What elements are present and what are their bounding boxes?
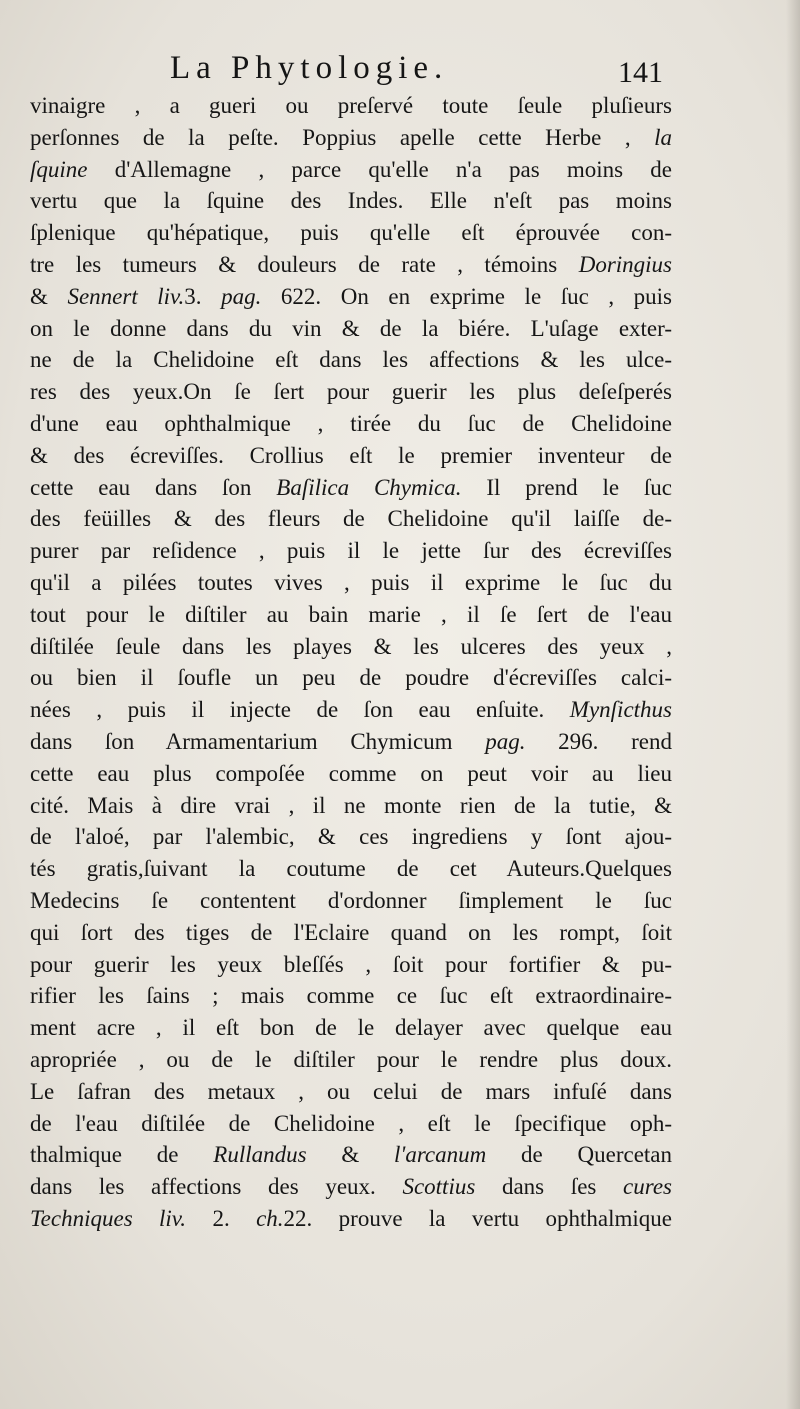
body-text — [30, 90, 672, 1235]
italic-text: pag. — [485, 728, 526, 754]
text-run: purer par reſidence , puis il le jette ſur des écreviſſes — [30, 538, 672, 564]
text-line — [30, 726, 672, 758]
page-number: 141 — [618, 56, 663, 89]
text-line — [30, 949, 672, 981]
italic-text: Mynſicthus — [569, 697, 672, 723]
text-run: pour guerir les yeux bleſſés , ſoit pour fortifier & pu- — [30, 951, 672, 977]
text-line — [30, 185, 672, 217]
text-run: tout pour le diſtiler au bain marie , il ſe ſert de l'eau — [30, 601, 672, 627]
text-line — [30, 1139, 672, 1171]
text-run: dans ſon Armamentarium Chymicum — [30, 728, 486, 754]
text-line — [30, 376, 672, 408]
text-line — [30, 535, 672, 567]
text-line — [30, 917, 672, 949]
italic-text: Doringius — [578, 251, 672, 277]
text-run: cité. Mais à dire vrai , il ne monte rien de la tutie, & — [30, 792, 672, 818]
text-line — [30, 1076, 672, 1108]
text-run: apropriée , ou de le diſtiler pour le rendre plus doux. — [30, 1046, 672, 1072]
text-run: d'une eau ophthalmique , tirée du ſuc de Chelidoine — [30, 410, 672, 436]
text-run: nées , puis il injecte de ſon eau enſuite. — [30, 697, 570, 723]
text-line — [30, 821, 672, 853]
text-run: qui ſort des tiges de l'Eclaire quand on les rompt, ſoit — [30, 919, 672, 945]
italic-text: Techniques liv. — [30, 1205, 187, 1231]
text-line — [30, 567, 672, 599]
page-edge-shadow — [786, 0, 800, 1409]
text-line — [30, 154, 672, 186]
text-run: Le ſafran des metaux , ou celui de mars infuſé dans — [30, 1078, 672, 1104]
text-run: cette eau plus compoſée comme on peut voir au lieu — [30, 760, 672, 786]
text-line — [30, 631, 672, 663]
italic-text: ch. — [256, 1205, 284, 1231]
text-run: des feüilles & des fleurs de Chelidoine qu'il laiſſe de- — [30, 506, 672, 532]
text-run: cette eau dans ſon — [30, 474, 277, 500]
text-run: ou bien il ſoufle un peu de poudre d'écreviſſes calci- — [30, 665, 672, 691]
text-run: ne de la Chelidoine eſt dans les affections & les ulce- — [30, 347, 672, 373]
text-line — [30, 758, 672, 790]
text-run: on le donne dans du vin & de la biére. L'uſage exter- — [30, 315, 672, 341]
text-line — [30, 217, 672, 249]
italic-text: Baſilica Chymica. — [276, 474, 462, 500]
text-line — [30, 313, 672, 345]
text-run: 622. On en exprime le ſuc , puis — [261, 283, 673, 309]
text-run: diſtilée ſeule dans les playes & les ulceres des yeux , — [30, 633, 672, 659]
text-run: vinaigre , a gueri ou preſervé toute ſeule pluſieurs — [30, 93, 672, 118]
text-line — [30, 1171, 672, 1203]
text-run: 3. — [184, 283, 222, 309]
text-line — [30, 980, 672, 1012]
text-run: ment acre , il eſt bon de le delayer avec quelque eau — [30, 1015, 672, 1041]
text-line — [30, 599, 672, 631]
text-line — [30, 503, 672, 535]
italic-text: la — [654, 124, 672, 150]
text-run: 2. — [186, 1205, 257, 1231]
text-run: thalmique de — [30, 1142, 214, 1168]
text-line — [30, 790, 672, 822]
text-run: de Quercetan — [486, 1142, 673, 1168]
text-run: dans ſes — [475, 1174, 624, 1200]
text-line — [30, 662, 672, 694]
text-run: rifier les ſains ; mais comme ce ſuc eſt extraordinaire- — [30, 983, 672, 1009]
text-line — [30, 122, 672, 154]
text-line — [30, 1203, 672, 1235]
text-line — [30, 281, 672, 313]
text-line — [30, 440, 672, 472]
text-line — [30, 90, 672, 122]
text-line — [30, 1108, 672, 1140]
text-line — [30, 408, 672, 440]
text-run: ſplenique qu'hépatique, puis qu'elle eſt éprouvée con- — [30, 220, 672, 246]
italic-text: Rullandus — [213, 1142, 307, 1168]
text-run: de l'aloé, par l'alembic, & ces ingrediens y ſont ajou- — [30, 824, 672, 850]
text-line — [30, 344, 672, 376]
text-run: Il prend le ſuc — [461, 474, 673, 500]
text-run: & — [30, 283, 68, 309]
text-run: Medecins ſe contentent d'ordonner ſimplement le ſuc — [30, 887, 672, 913]
italic-text: cures — [623, 1174, 672, 1200]
text-line — [30, 885, 672, 917]
running-title: La Phytologie. — [170, 50, 449, 86]
text-run: d'Allemagne , parce qu'elle n'a pas moins de — [87, 156, 672, 182]
text-run: 22. prouve la vertu ophthalmique — [283, 1205, 673, 1231]
text-line — [30, 1012, 672, 1044]
text-line — [30, 472, 672, 504]
text-line — [30, 694, 672, 726]
text-run: dans les affections des yeux. — [30, 1174, 403, 1200]
text-line — [30, 1044, 672, 1076]
text-run: res des yeux.On ſe ſert pour guerir les plus deſeſperés — [30, 379, 672, 405]
italic-text: l'arcanum — [394, 1142, 487, 1168]
text-run: tre les tumeurs & douleurs de rate , témoins — [30, 251, 579, 277]
text-run: & des écreviſſes. Crollius eſt le premier inventeur de — [30, 442, 672, 468]
text-run: qu'il a pilées toutes vives , puis il exprime le ſuc du — [30, 569, 672, 595]
italic-text: Sennert liv. — [67, 283, 185, 309]
text-run: perſonnes de la peſte. Poppius apelle cette Herbe , — [30, 124, 655, 150]
italic-text: pag. — [221, 283, 262, 309]
text-run: vertu que la ſquine des Indes. Elle n'eſt pas moins — [30, 188, 672, 214]
text-run: 296. rend — [525, 728, 672, 754]
text-line — [30, 249, 672, 281]
italic-text: Scottius — [402, 1174, 476, 1200]
italic-text: ſquine — [30, 156, 88, 182]
text-line — [30, 853, 672, 885]
text-run: de l'eau diſtilée de Chelidoine , eſt le ſpecifique oph- — [30, 1110, 672, 1136]
text-run: & — [306, 1142, 395, 1168]
text-run: tés gratis,ſuivant la coutume de cet Auteurs.Quelques — [30, 856, 672, 882]
